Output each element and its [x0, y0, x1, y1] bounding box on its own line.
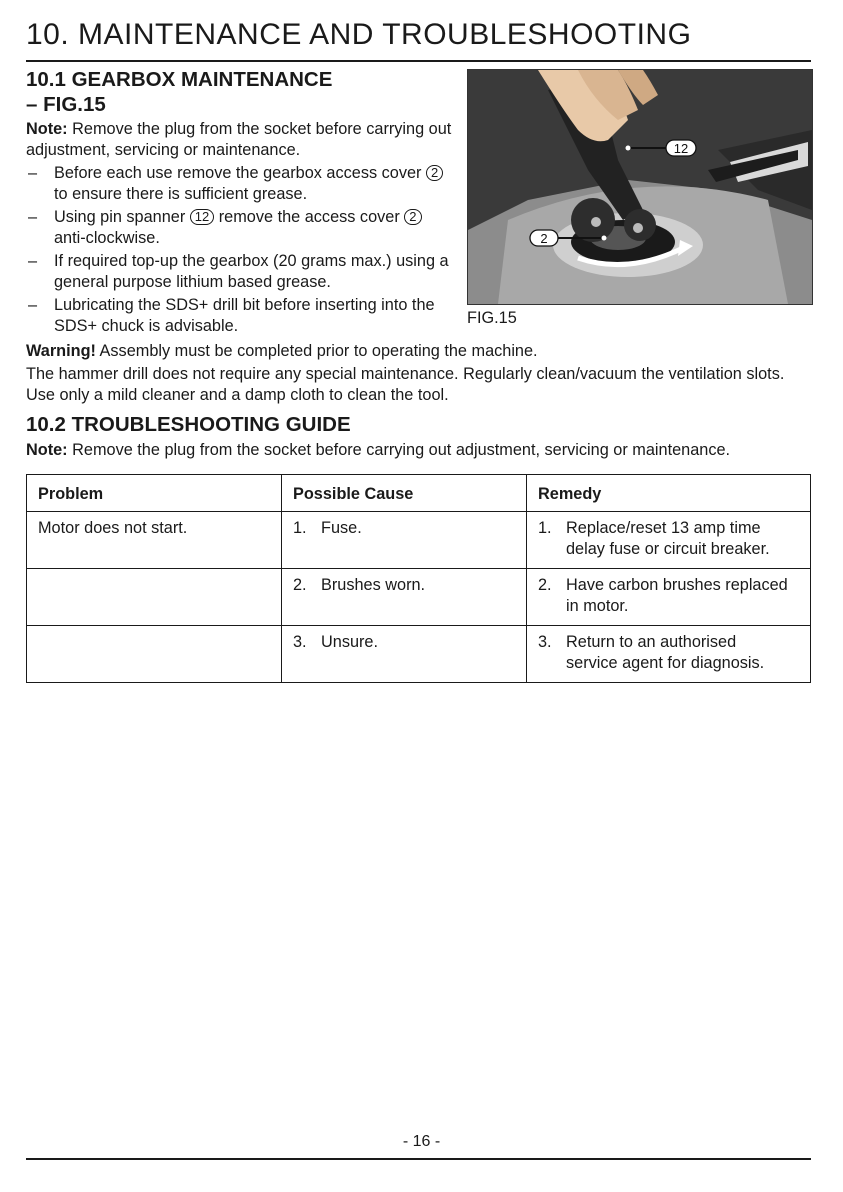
table-row [27, 626, 811, 683]
callout-12-label: 12 [673, 141, 689, 156]
item-text: anti-clockwise. [54, 229, 160, 247]
table-header-row [27, 475, 811, 512]
item-text: Lubricating the SDS+ drill bit before inserting into the SDS+ chuck is advisable. [54, 296, 435, 335]
item-text: If required top-up the gearbox (20 grams max.) using a general purpose lithium based grease. [54, 252, 449, 291]
note-text: Remove the plug from the socket before carrying out adjustment, servicing or maintenance. [67, 441, 731, 459]
gearbox-photo-illustration [468, 70, 812, 304]
troubleshooting-note [26, 440, 826, 461]
remedy-number: 1. [538, 519, 552, 537]
cause-number: 2. [293, 576, 307, 594]
section-heading-gearbox [26, 67, 456, 117]
footer-divider [26, 1158, 811, 1160]
list-item [26, 251, 456, 293]
gearbox-photo [467, 69, 813, 305]
remedy-cell [527, 626, 811, 683]
item-text: Using pin spanner [54, 208, 190, 226]
item-text: remove the access cover [214, 208, 405, 226]
item-text: Before each use remove the gearbox access cover [54, 164, 426, 182]
table-row [27, 569, 811, 626]
warning-body: Assembly must be completed prior to operating the machine. [95, 342, 538, 360]
dash-bullet: – [28, 252, 38, 270]
cause-cell [282, 569, 527, 626]
warning-label: Warning! [26, 342, 96, 360]
list-item [26, 207, 456, 249]
callout-number: 2 [426, 165, 443, 181]
item-text: to ensure there is sufficient grease. [54, 185, 308, 203]
remedy-cell [527, 569, 811, 626]
title-divider [26, 60, 811, 62]
note-text: Remove the plug from the socket before carrying out adjustment, servicing or maintenance. [26, 120, 452, 159]
problem-cell: Motor does not start. [27, 512, 282, 569]
remedy-text: Return to an authorised service agent for diagnosis. [566, 633, 765, 672]
callout-number: 2 [404, 209, 421, 225]
cause-text: Unsure. [321, 633, 379, 651]
problem-cell [27, 569, 282, 626]
cause-number: 1. [293, 519, 307, 537]
figure-caption: FIG.15 [467, 309, 517, 327]
cause-cell [282, 512, 527, 569]
warning-text [26, 341, 816, 362]
column-header-cause: Possible Cause [282, 475, 527, 512]
callout-2-label: 2 [540, 231, 548, 246]
dash-bullet: – [28, 164, 38, 182]
gearbox-note [26, 119, 466, 161]
section-heading-line2: – FIG.15 [26, 93, 106, 116]
remedy-cell [527, 512, 811, 569]
remedy-text: Replace/reset 13 amp time delay fuse or circuit breaker. [566, 519, 770, 558]
list-item [26, 163, 456, 205]
note-label: Note: [26, 120, 68, 138]
page-number: - 16 - [402, 1133, 441, 1150]
list-item [26, 295, 456, 337]
gearbox-steps-list [26, 163, 456, 339]
cause-text: Fuse. [321, 519, 362, 537]
cause-cell [282, 626, 527, 683]
dash-bullet: – [28, 208, 38, 226]
note-label: Note: [26, 441, 68, 459]
callout-number: 12 [190, 209, 214, 225]
problem-cell [27, 626, 282, 683]
dash-bullet: – [28, 296, 38, 314]
remedy-text: Have carbon brushes replaced in motor. [566, 576, 788, 615]
page-title: 10. MAINTENANCE AND TROUBLESHOOTING [26, 18, 692, 51]
table-row [27, 512, 811, 569]
cause-text: Brushes worn. [321, 576, 426, 594]
troubleshooting-table [26, 474, 811, 683]
column-header-problem: Problem [27, 475, 282, 512]
remedy-number: 2. [538, 576, 552, 594]
column-header-remedy: Remedy [527, 475, 811, 512]
section-heading-troubleshooting: 10.2 TROUBLESHOOTING GUIDE [26, 413, 351, 436]
remedy-number: 3. [538, 633, 552, 651]
maintenance-paragraph: The hammer drill does not require any special maintenance. Regularly clean/vacuum the ventilation slots. Use only a mild cleaner and a damp cloth to clean the tool. [26, 365, 785, 404]
section-heading-line1: 10.1 GEARBOX MAINTENANCE [26, 68, 333, 91]
cause-number: 3. [293, 633, 307, 651]
